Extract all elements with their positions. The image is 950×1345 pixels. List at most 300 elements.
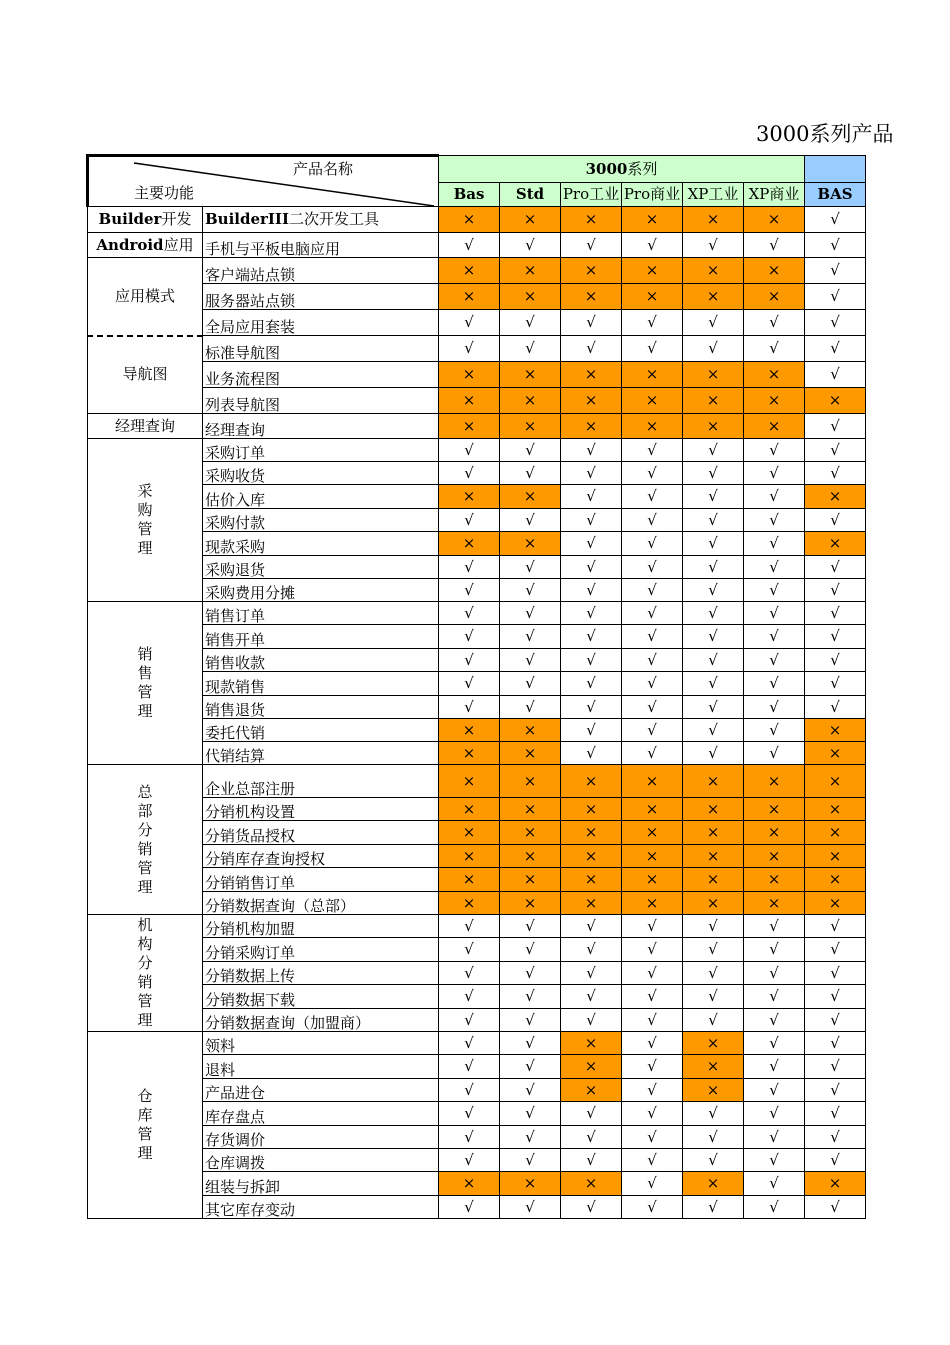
check-mark: √ xyxy=(744,532,805,556)
check-mark: √ xyxy=(561,336,622,362)
check-mark: √ xyxy=(500,1196,561,1219)
check-mark: √ xyxy=(683,649,744,672)
cross-mark: × xyxy=(622,362,683,388)
check-mark: √ xyxy=(805,1079,866,1102)
check-mark: √ xyxy=(439,1079,500,1102)
group-name-char: 售 xyxy=(137,664,153,682)
feature-name: 全局应用套装 xyxy=(203,310,439,336)
check-mark: √ xyxy=(500,310,561,336)
check-mark: √ xyxy=(744,985,805,1009)
feature-name: 仓库调拨 xyxy=(203,1149,439,1172)
cross-mark: × xyxy=(805,388,866,414)
check-mark: √ xyxy=(500,962,561,985)
feature-name: 退料 xyxy=(203,1055,439,1079)
group-name-char: 部 xyxy=(137,801,153,820)
cross-mark: × xyxy=(439,742,500,765)
cross-mark: × xyxy=(683,765,744,798)
group-name-char: 理 xyxy=(137,877,153,896)
check-mark: √ xyxy=(683,233,744,258)
feature-name: 采购费用分摊 xyxy=(203,579,439,602)
edition-header-2: Pro工业 xyxy=(561,183,622,207)
table-row xyxy=(88,388,866,414)
feature-name: 产品进仓 xyxy=(203,1079,439,1102)
check-mark: √ xyxy=(439,1196,500,1219)
check-mark: √ xyxy=(439,696,500,719)
table-row xyxy=(88,532,866,556)
table-row xyxy=(88,938,866,962)
cross-mark: × xyxy=(683,388,744,414)
group-name-suffix: 应用 xyxy=(163,235,194,254)
cross-mark: × xyxy=(805,798,866,821)
cross-mark: × xyxy=(439,258,500,284)
cross-mark: × xyxy=(744,258,805,284)
check-mark: √ xyxy=(622,579,683,602)
check-mark: √ xyxy=(561,579,622,602)
cross-mark: × xyxy=(500,868,561,892)
main-function-label: 主要功能 xyxy=(134,184,195,202)
check-mark: √ xyxy=(561,625,622,649)
cross-mark: × xyxy=(744,207,805,233)
edition-header-3: Pro商业 xyxy=(622,183,683,207)
check-mark: √ xyxy=(561,985,622,1009)
check-mark: √ xyxy=(622,1196,683,1219)
check-mark: √ xyxy=(500,1032,561,1055)
feature-name: 采购付款 xyxy=(203,509,439,532)
check-mark: √ xyxy=(805,336,866,362)
check-mark: √ xyxy=(744,485,805,509)
group-cell xyxy=(88,602,203,765)
check-mark: √ xyxy=(561,1196,622,1219)
series-header xyxy=(439,156,805,183)
cross-mark: × xyxy=(744,845,805,868)
group-name-char: 库 xyxy=(137,1106,153,1124)
check-mark: √ xyxy=(622,233,683,258)
cross-mark: × xyxy=(805,821,866,845)
check-mark: √ xyxy=(683,532,744,556)
check-mark: √ xyxy=(561,672,622,696)
check-mark: √ xyxy=(622,1009,683,1032)
check-mark: √ xyxy=(439,602,500,625)
cross-mark: × xyxy=(561,207,622,233)
check-mark: √ xyxy=(683,742,744,765)
cross-mark: × xyxy=(561,258,622,284)
cross-mark: × xyxy=(500,414,561,439)
cross-mark: × xyxy=(439,845,500,868)
cross-mark: × xyxy=(561,1055,622,1079)
group-name-char: 销 xyxy=(137,839,153,858)
check-mark: √ xyxy=(561,462,622,485)
check-mark: √ xyxy=(622,962,683,985)
check-mark: √ xyxy=(439,509,500,532)
group-cell xyxy=(88,258,203,336)
table-row xyxy=(88,602,866,625)
cross-mark: × xyxy=(500,798,561,821)
feature-name: 采购订单 xyxy=(203,439,439,462)
cross-mark: × xyxy=(500,821,561,845)
table-row xyxy=(88,1079,866,1102)
check-mark: √ xyxy=(622,602,683,625)
check-mark: √ xyxy=(561,696,622,719)
table-row xyxy=(88,625,866,649)
check-mark: √ xyxy=(622,310,683,336)
group-cell xyxy=(88,1032,203,1219)
group-name-char: 分 xyxy=(137,820,153,839)
cross-mark: × xyxy=(561,845,622,868)
check-mark: √ xyxy=(500,672,561,696)
cross-mark: × xyxy=(439,821,500,845)
cross-mark: × xyxy=(439,207,500,233)
feature-name: 销售退货 xyxy=(203,696,439,719)
table-row xyxy=(88,1102,866,1126)
check-mark: √ xyxy=(805,284,866,310)
check-mark: √ xyxy=(805,962,866,985)
table-row xyxy=(88,258,866,284)
check-mark: √ xyxy=(805,462,866,485)
check-mark: √ xyxy=(744,1196,805,1219)
product-name-label: 产品名称 xyxy=(292,160,353,178)
cross-mark: × xyxy=(805,765,866,798)
table-row xyxy=(88,742,866,765)
feature-name: 组装与拆卸 xyxy=(203,1172,439,1196)
feature-name: 分销数据查询（总部） xyxy=(203,892,439,915)
cross-mark: × xyxy=(500,719,561,742)
cross-mark: × xyxy=(500,284,561,310)
series-number: 3000 xyxy=(585,159,628,178)
check-mark: √ xyxy=(744,672,805,696)
feature-name: 销售开单 xyxy=(203,625,439,649)
table-row xyxy=(88,556,866,579)
check-mark: √ xyxy=(744,719,805,742)
group-name-char: 管 xyxy=(137,683,153,701)
group-name-char: 理 xyxy=(137,702,153,720)
table-row xyxy=(88,1196,866,1219)
cross-mark: × xyxy=(683,1032,744,1055)
cross-mark: × xyxy=(744,892,805,915)
check-mark: √ xyxy=(622,1079,683,1102)
check-mark: √ xyxy=(439,1055,500,1079)
cross-mark: × xyxy=(561,388,622,414)
check-mark: √ xyxy=(622,556,683,579)
cross-mark: × xyxy=(622,892,683,915)
cross-mark: × xyxy=(500,1172,561,1196)
cross-mark: × xyxy=(683,892,744,915)
table-row xyxy=(88,696,866,719)
group-name-char: 构 xyxy=(137,935,153,953)
table-row xyxy=(88,719,866,742)
feature-name: 分销数据下载 xyxy=(203,985,439,1009)
table-row xyxy=(88,579,866,602)
table-row xyxy=(88,868,866,892)
check-mark: √ xyxy=(561,915,622,938)
feature-name: 标准导航图 xyxy=(203,336,439,362)
check-mark: √ xyxy=(683,985,744,1009)
check-mark: √ xyxy=(439,625,500,649)
group-name-char: 理 xyxy=(137,539,153,557)
cross-mark: × xyxy=(683,821,744,845)
check-mark: √ xyxy=(622,336,683,362)
check-mark: √ xyxy=(805,1149,866,1172)
check-mark: √ xyxy=(500,696,561,719)
check-mark: √ xyxy=(744,1055,805,1079)
cross-mark: × xyxy=(500,532,561,556)
check-mark: √ xyxy=(439,579,500,602)
table-row xyxy=(88,207,866,233)
check-mark: √ xyxy=(805,672,866,696)
table-row xyxy=(88,414,866,439)
check-mark: √ xyxy=(744,1032,805,1055)
feature-name: 代销结算 xyxy=(203,742,439,765)
check-mark: √ xyxy=(805,1196,866,1219)
cross-mark: × xyxy=(561,798,622,821)
check-mark: √ xyxy=(683,462,744,485)
feature-name: 现款销售 xyxy=(203,672,439,696)
feature-name: 经理查询 xyxy=(203,414,439,439)
check-mark: √ xyxy=(805,1032,866,1055)
group-cell xyxy=(88,765,203,915)
check-mark: √ xyxy=(561,233,622,258)
cross-mark: × xyxy=(500,362,561,388)
edition-header-0: Bas xyxy=(439,183,500,207)
check-mark: √ xyxy=(805,1009,866,1032)
edition-header-1: Std xyxy=(500,183,561,207)
group-name-bold: Builder xyxy=(98,210,162,228)
feature-name: 存货调价 xyxy=(203,1126,439,1149)
check-mark: √ xyxy=(805,509,866,532)
check-mark: √ xyxy=(561,649,622,672)
group-cell xyxy=(88,414,203,439)
check-mark: √ xyxy=(805,556,866,579)
table-row xyxy=(88,284,866,310)
check-mark: √ xyxy=(439,938,500,962)
check-mark: √ xyxy=(805,602,866,625)
table-row xyxy=(88,1172,866,1196)
check-mark: √ xyxy=(500,439,561,462)
check-mark: √ xyxy=(683,719,744,742)
cross-mark: × xyxy=(439,892,500,915)
cross-mark: × xyxy=(744,821,805,845)
table-row xyxy=(88,845,866,868)
check-mark: √ xyxy=(439,439,500,462)
cross-mark: × xyxy=(561,868,622,892)
check-mark: √ xyxy=(805,1055,866,1079)
table-row xyxy=(88,985,866,1009)
feature-name: 分销数据上传 xyxy=(203,962,439,985)
cross-mark: × xyxy=(622,821,683,845)
check-mark: √ xyxy=(744,233,805,258)
cross-mark: × xyxy=(439,284,500,310)
group-cell xyxy=(88,439,203,602)
cross-mark: × xyxy=(439,414,500,439)
check-mark: √ xyxy=(561,1149,622,1172)
feature-name: 委托代销 xyxy=(203,719,439,742)
check-mark: √ xyxy=(622,1055,683,1079)
group-cell xyxy=(88,336,203,414)
check-mark: √ xyxy=(500,985,561,1009)
table-row xyxy=(88,439,866,462)
table-row xyxy=(88,798,866,821)
check-mark: √ xyxy=(439,336,500,362)
check-mark: √ xyxy=(561,556,622,579)
check-mark: √ xyxy=(500,336,561,362)
check-mark: √ xyxy=(622,719,683,742)
cross-mark: × xyxy=(622,845,683,868)
feature-name: 库存盘点 xyxy=(203,1102,439,1126)
cross-mark: × xyxy=(500,388,561,414)
table-row xyxy=(88,649,866,672)
check-mark: √ xyxy=(683,962,744,985)
cross-mark: × xyxy=(683,284,744,310)
check-mark: √ xyxy=(500,938,561,962)
cross-mark: × xyxy=(500,485,561,509)
check-mark: √ xyxy=(500,462,561,485)
check-mark: √ xyxy=(683,485,744,509)
table-row xyxy=(88,1009,866,1032)
check-mark: √ xyxy=(744,625,805,649)
check-mark: √ xyxy=(622,1172,683,1196)
check-mark: √ xyxy=(744,1009,805,1032)
check-mark: √ xyxy=(622,509,683,532)
feature-name: 其它库存变动 xyxy=(203,1196,439,1219)
check-mark: √ xyxy=(683,556,744,579)
feature-name: 手机与平板电脑应用 xyxy=(203,233,439,258)
edition-header-4: XP工业 xyxy=(683,183,744,207)
check-mark: √ xyxy=(439,462,500,485)
check-mark: √ xyxy=(683,625,744,649)
check-mark: √ xyxy=(622,938,683,962)
check-mark: √ xyxy=(805,649,866,672)
cross-mark: × xyxy=(805,719,866,742)
check-mark: √ xyxy=(805,1102,866,1126)
check-mark: √ xyxy=(561,742,622,765)
cross-mark: × xyxy=(439,868,500,892)
cross-mark: × xyxy=(622,207,683,233)
check-mark: √ xyxy=(683,1149,744,1172)
cross-mark: × xyxy=(439,532,500,556)
check-mark: √ xyxy=(439,985,500,1009)
cross-mark: × xyxy=(500,207,561,233)
cross-mark: × xyxy=(500,892,561,915)
check-mark: √ xyxy=(805,985,866,1009)
check-mark: √ xyxy=(439,1126,500,1149)
cross-mark: × xyxy=(561,362,622,388)
cross-mark: × xyxy=(500,742,561,765)
check-mark: √ xyxy=(500,625,561,649)
group-cell xyxy=(88,207,203,233)
check-mark: √ xyxy=(744,556,805,579)
table-row xyxy=(88,509,866,532)
edition-header-6: BAS xyxy=(805,183,866,207)
check-mark: √ xyxy=(744,602,805,625)
check-mark: √ xyxy=(805,1126,866,1149)
cross-mark: × xyxy=(805,532,866,556)
check-mark: √ xyxy=(805,207,866,233)
check-mark: √ xyxy=(744,336,805,362)
check-mark: √ xyxy=(439,915,500,938)
cross-mark: × xyxy=(744,362,805,388)
group-name: 应用模式 xyxy=(114,286,175,305)
group-cell xyxy=(88,915,203,1032)
cross-mark: × xyxy=(561,765,622,798)
check-mark: √ xyxy=(439,233,500,258)
check-mark: √ xyxy=(744,742,805,765)
group-name-char: 理 xyxy=(137,1144,153,1162)
check-mark: √ xyxy=(744,439,805,462)
table-row xyxy=(88,821,866,845)
check-mark: √ xyxy=(805,439,866,462)
check-mark: √ xyxy=(744,579,805,602)
cross-mark: × xyxy=(805,742,866,765)
check-mark: √ xyxy=(805,362,866,388)
cross-mark: × xyxy=(561,414,622,439)
check-mark: √ xyxy=(683,602,744,625)
cross-mark: × xyxy=(683,798,744,821)
check-mark: √ xyxy=(622,1032,683,1055)
check-mark: √ xyxy=(683,672,744,696)
check-mark: √ xyxy=(683,579,744,602)
cross-mark: × xyxy=(805,868,866,892)
check-mark: √ xyxy=(561,1009,622,1032)
document-title: 3000系列产品 xyxy=(756,122,894,146)
check-mark: √ xyxy=(561,532,622,556)
feature-name: 客户端站点锁 xyxy=(203,258,439,284)
feature-name: 服务器站点锁 xyxy=(203,284,439,310)
check-mark: √ xyxy=(622,532,683,556)
check-mark: √ xyxy=(683,1126,744,1149)
check-mark: √ xyxy=(622,742,683,765)
feature-name: 列表导航图 xyxy=(203,388,439,414)
check-mark: √ xyxy=(805,938,866,962)
group-name-char: 分 xyxy=(137,954,153,972)
check-mark: √ xyxy=(744,938,805,962)
group-name-char: 管 xyxy=(137,992,153,1010)
check-mark: √ xyxy=(744,1102,805,1126)
check-mark: √ xyxy=(561,602,622,625)
cross-mark: × xyxy=(622,798,683,821)
check-mark: √ xyxy=(439,1149,500,1172)
cross-mark: × xyxy=(439,1172,500,1196)
check-mark: √ xyxy=(561,310,622,336)
table-row xyxy=(88,336,866,362)
check-mark: √ xyxy=(439,649,500,672)
group-name-char: 理 xyxy=(137,1011,153,1029)
check-mark: √ xyxy=(744,915,805,938)
cross-mark: × xyxy=(683,1055,744,1079)
table-row xyxy=(88,765,866,798)
check-mark: √ xyxy=(622,1126,683,1149)
check-mark: √ xyxy=(683,938,744,962)
check-mark: √ xyxy=(805,696,866,719)
cross-mark: × xyxy=(744,414,805,439)
group-name-suffix: 开发 xyxy=(161,210,192,228)
group-name-char: 仓 xyxy=(137,1087,153,1105)
cross-mark: × xyxy=(744,284,805,310)
check-mark: √ xyxy=(744,1079,805,1102)
check-mark: √ xyxy=(683,1196,744,1219)
check-mark: √ xyxy=(439,672,500,696)
group-name-char: 购 xyxy=(137,501,153,519)
group-name: 经理查询 xyxy=(114,416,175,435)
cross-mark: × xyxy=(561,1032,622,1055)
table-row xyxy=(88,362,866,388)
cross-mark: × xyxy=(805,892,866,915)
feature-rows xyxy=(88,207,866,1219)
check-mark: √ xyxy=(500,1055,561,1079)
feature-name: 分销机构加盟 xyxy=(203,915,439,938)
cross-mark: × xyxy=(805,1172,866,1196)
feature-name: 现款采购 xyxy=(203,532,439,556)
table-row xyxy=(88,462,866,485)
check-mark: √ xyxy=(500,233,561,258)
